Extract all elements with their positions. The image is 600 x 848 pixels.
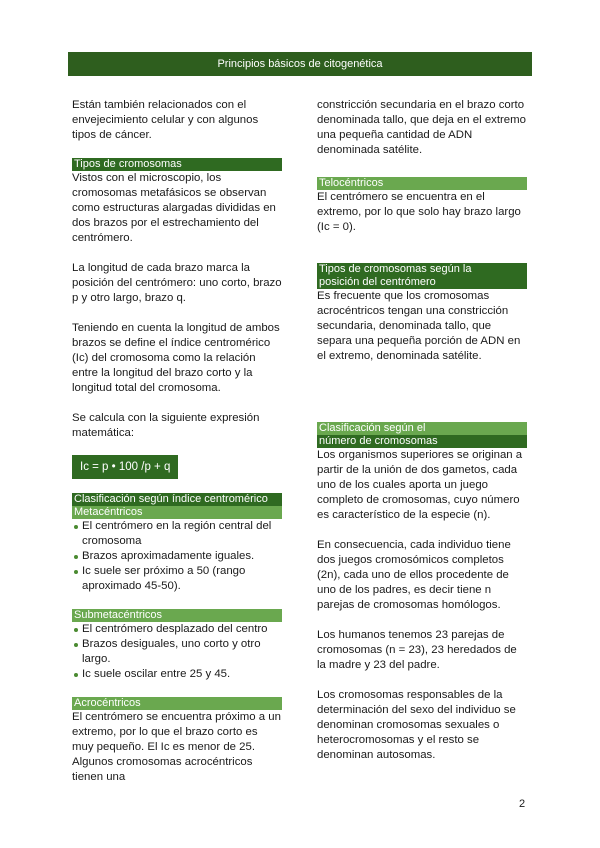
subheading-metacentricos: Metacéntricos	[72, 506, 282, 519]
tipos-paragraph-4: Se calcula con la siguiente expresión matemática:	[72, 412, 260, 439]
section-heading-clasificacion-indice: Clasificación según índice centromérico	[72, 493, 282, 506]
page-title: Principios básicos de citogenética	[217, 58, 383, 70]
section-heading-numero-line-1: Clasificación según el	[317, 422, 527, 435]
left-column	[72, 98, 282, 785]
acrocentricos-paragraph: El centrómero se encuentra próximo a un extremo, por lo que el brazo corto es muy pequeño. El Ic es menor de 25. Algunos cromosomas acrocéntricos tienen una	[72, 711, 281, 783]
section-heading-posicion-line-1: Tipos de cromosomas según la	[317, 263, 527, 276]
numero-paragraph-4: Los cromosomas responsables de la determinación del sexo del individuo se denominan cromosomas sexuales o heterocromosomas y el resto se denominan autosomas.	[317, 689, 516, 761]
list-item: Ic suele ser próximo a 50 (rango aproximado 45-50).	[72, 564, 282, 594]
section-heading-posicion-line-2: posición del centrómero	[317, 276, 527, 289]
section-heading-tipos: Tipos de cromosomas	[72, 158, 282, 171]
tipos-paragraph-2: La longitud de cada brazo marca la posición del centrómero: uno corto, brazo p y otro largo, brazo q.	[72, 262, 282, 304]
posicion-paragraph: Es frecuente que los cromosomas acrocéntricos tengan una constricción secundaria, denominada tallo, que separa una pequeña porción de ADN en el extremo, denominada satélite.	[317, 290, 521, 362]
page-header-banner	[68, 52, 532, 76]
numero-paragraph-2: En consecuencia, cada individuo tiene dos juegos cromosómicos completos (2n), cada uno de ellos procedente de uno de los padres, es decir tiene n parejas de cromosomas homólogos.	[317, 539, 511, 611]
tipos-paragraph-3: Teniendo en cuenta la longitud de ambos brazos se define el índice centromérico (Ic) del cromosoma como la relación entre la longitud del brazo corto y la longitud total del cromosoma.	[72, 322, 280, 394]
list-item: Brazos desiguales, uno corto y otro largo.	[72, 637, 282, 667]
right-column	[317, 98, 527, 763]
list-item: El centrómero en la región central del cromosoma	[72, 519, 282, 549]
submetacentricos-list	[72, 622, 282, 682]
subheading-acrocentricos: Acrocéntricos	[72, 697, 282, 710]
subheading-submetacentricos: Submetacéntricos	[72, 609, 282, 622]
formula-box: Ic = p • 100 /p + q	[72, 455, 178, 479]
metacentricos-list	[72, 519, 282, 594]
continuation-paragraph: constricción secundaria en el brazo corto denominada tallo, que deja en el extremo una pequeña cantidad de ADN denominada satélite.	[317, 99, 526, 156]
subheading-telocentricos: Telocéntricos	[317, 177, 527, 190]
numero-paragraph-1: Los organismos superiores se originan a partir de la unión de dos gametos, cada uno de los cuales aporta un juego completo de cromosomas, cuyo número es característico de la especie (n).	[317, 449, 523, 521]
list-item: Ic suele oscilar entre 25 y 45.	[72, 667, 282, 682]
list-item: Brazos aproximadamente iguales.	[72, 549, 282, 564]
telocentricos-paragraph: El centrómero se encuentra en el extremo, por lo que solo hay brazo largo (Ic = 0).	[317, 191, 521, 233]
page-number: 2	[519, 798, 526, 810]
tipos-paragraph-1: Vistos con el microscopio, los cromosomas metafásicos se observan como estructuras alargadas divididas en dos brazos por el estrechamiento del centrómero.	[72, 172, 276, 244]
section-heading-numero-line-2: número de cromosomas	[317, 435, 527, 448]
numero-paragraph-3: Los humanos tenemos 23 parejas de cromosomas (n = 23), 23 heredados de la madre y 23 del padre.	[317, 629, 517, 671]
list-item: El centrómero desplazado del centro	[72, 622, 282, 637]
intro-paragraph: Están también relacionados con el envejecimiento celular y con algunos tipos de cáncer.	[72, 99, 259, 141]
